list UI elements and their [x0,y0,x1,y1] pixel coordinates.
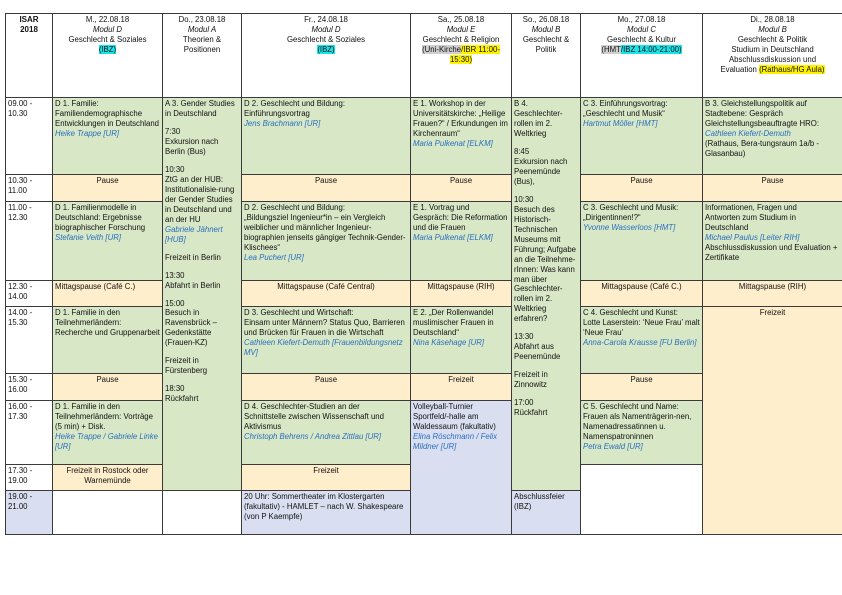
freetime-cell: Freizeit [703,307,842,535]
venue-tag: /IBZ 14:00-21:00) [620,44,682,54]
speaker: Cathleen Kiefert-Demuth [705,128,791,138]
row-1230 [6,281,842,307]
pause-cell: Pause [703,175,842,202]
session-cell: E 1. Vortrag und Gespräch: Die Reformation und die Frauen Maria Pulkenat [ELKM] [411,202,512,281]
freetime-cell: Freizeit [411,374,512,401]
pause-cell: Pause [53,175,163,202]
session-cell: D 1. Familienmodelle in Deutschland: Ergebnisse biographischer Forschung Stefanie Veith [UR] [53,202,163,281]
speaker: Michael Paulus [Leiter RIH] [705,232,800,242]
speaker: Heike Trappe [UR] [55,128,119,138]
speaker: Cathleen Kiefert-Demuth [Frauenbildungsnetz MV] [244,337,403,357]
header-fr: Fr., 24.08.18 Modul D Geschlecht & Soziales (IBZ) [242,14,411,98]
row-1100 [6,202,842,281]
pause-cell: Pause [53,374,163,401]
session-cell: B 3. Gleichstellungspolitik auf Stadtebene: Gespräch Gleichstellungsbeauftragte HRO: Cathleen Kiefert-Demuth (Rathaus, Bera-tungsraum 1a/b - Glasanbau) [703,98,842,175]
empty-cell [581,465,703,535]
venue-tag: (IBZ) [317,44,335,54]
venue-tag: 15:30) [449,54,473,64]
excursion-peenemuende-cell: B 4. Geschlechter-rollen im 2. Weltkrieg 8:45 Exkursion nach Peenemünde (Bus), 10:30 Besuch des Historisch-Technischen Museums mit Führung; Aufgabe an die Teilnehme-rInnen: Was kann man über Geschlechter-rollen im 2. Weltkrieg erfahren? 13:30 Abfahrt aus Peenemünde Freizeit in Zinnowitz 17:00 Rückfahrt [512,98,581,491]
header-di: Di., 28.08.18 Modul B Geschlecht & Politik Studium in Deutschland Abschlussdiskussion und Evaluation (Rathaus/HG Aula) [703,14,842,98]
session-cell: D 2. Geschlecht und Bildung: Einführungsvortrag Jens Brachmann [UR] [242,98,411,175]
pause-cell: Pause [411,175,512,202]
header-so: So., 26.08.18 Modul B Geschlecht & Politik [512,14,581,98]
venue-tag: (Rathaus/HG Aula) [759,64,825,74]
session-cell: D 2. Geschlecht und Bildung: „Bildungsziel Ingenieur*in – ein Vergleich weiblicher und männlicher Ingenieur-biographien jenseits gängiger Technik-Gender-Klischees“ Lea Puchert [UR] [242,202,411,281]
venue-tag: /IBR 11:00- [461,44,500,54]
session-cell: E 1. Workshop in der Universitätskirche: „Heilige Frauen?“ / Erkundungen im Kirchenraum“ Maria Pulkenat [ELKM] [411,98,512,175]
row-1400 [6,307,842,374]
time-slot: 14.00 - 15.30 [6,307,53,374]
header-row [6,14,842,98]
speaker: Maria Pulkenat [ELKM] [413,138,493,148]
header-mi: M., 22.08.18 Modul D Geschlecht & Soziales (IBZ) [53,14,163,98]
speaker: Anna-Carola Krausse [FU Berlin] [583,337,697,347]
speaker: Hartmut Möller [HMT] [583,118,658,128]
header-do: Do., 23.08.18 Modul A Theorien & Positionen [163,14,242,98]
session-cell: D 1. Familie: Familiendemographische Entwicklungen in Deutschland Heike Trappe [UR] [53,98,163,175]
pause-cell: Pause [581,175,703,202]
venue-tag: (HMT [601,44,621,54]
empty-cell [163,491,242,535]
lunch-cell: Mittagspause (Café C.) [581,281,703,307]
time-slot: 16.00 - 17.30 [6,401,53,465]
speaker: Lea Puchert [UR] [244,252,304,262]
time-slot: 19.00 - 21.00 [6,491,53,535]
farewell-cell: Abschlussfeier (IBZ) [512,491,581,535]
speaker: Gabriele Jähnert [HUB] [165,224,223,244]
session-cell: C 4. Geschlecht und Kunst: Lotte Laserstein: ‘Neue Frau’ malt ‘Neue Frau’ Anna-Carola Krausse [FU Berlin] [581,307,703,374]
session-cell: D 4. Geschlechter-Studien an der Schnittstelle zwischen Wissenschaft und Aktivismus Christoph Behrens / Andrea Zittlau [UR] [242,401,411,465]
freetime-cell: Freizeit in Rostock oder Warnemünde [53,465,163,491]
lunch-cell: Mittagspause (RIH) [703,281,842,307]
speaker: Heike Trappe / Gabriele Linke [UR] [55,431,159,451]
speaker: Christoph Behrens / Andrea Zittlau [UR] [244,431,382,441]
row-0900 [6,98,842,175]
speaker: Jens Brachmann [UR] [244,118,321,128]
speaker: Nina Käsehage [UR] [413,337,485,347]
time-slot: 12.30 - 14.00 [6,281,53,307]
time-slot: 11.00 - 12.30 [6,202,53,281]
lunch-cell: Mittagspause (RIH) [411,281,512,307]
empty-cell [53,491,163,535]
session-cell: C 5. Geschlecht und Name: Frauen als Namenträgerin-nen, Namenadressatinnen u. Namenspatroninnen Petra Ewald [UR] [581,401,703,465]
venue-tag: (IBZ) [98,44,117,54]
session-cell: Informationen, Fragen und Antworten zum Studium in Deutschland Michael Paulus [Leiter RIH] Abschlussdiskussion und Evaluation + Zertifikate [703,202,842,281]
time-slot: 10.30 - 11.00 [6,175,53,202]
speaker: Maria Pulkenat [ELKM] [413,232,493,242]
pause-cell: Pause [581,374,703,401]
venue-tag: (Uni-Kirche [422,44,462,54]
speaker: Stefanie Veith [UR] [55,232,122,242]
session-cell: E 2. „Der Rollenwandel muslimischer Frauen in Deutschland“ Nina Käsehage [UR] [411,307,512,374]
speaker: Petra Ewald [UR] [583,441,643,451]
theater-cell: 20 Uhr: Sommertheater im Klostergarten (fakultativ) - HAMLET – nach W. Shakespeare (von P Kaempfe) [242,491,411,535]
pause-cell: Pause [242,175,411,202]
lunch-cell: Mittagspause (Café C.) [53,281,163,307]
pause-cell: Pause [242,374,411,401]
volleyball-cell: Volleyball-Turnier Sportfeld/-halle am Waldessaum (fakultativ) Elina Röschmann / Felix Mildner [UR] [411,401,512,535]
header-sa: Sa., 25.08.18 Modul E Geschlecht & Religion (Uni-Kirche/IBR 11:00- 15:30) [411,14,512,98]
time-slot: 17.30 - 19.00 [6,465,53,491]
speaker: Elina Röschmann / Felix Mildner [UR] [413,431,498,451]
session-cell: C 3. Einführungsvortrag: „Geschlecht und Musik“ Hartmut Möller [HMT] [581,98,703,175]
row-1030 [6,175,842,202]
schedule-table [5,13,842,535]
session-cell: D 1. Familie in den Teilnehmerländern: Vorträge (5 min) + Disk. Heike Trappe / Gabriele Linke [UR] [53,401,163,465]
excursion-berlin-cell: A 3. Gender Studies in Deutschland 7:30 Exkursion nach Berlin (Bus) 10:30 ZtG an der HUB: Institutionalisie-rung der Gender Studies in Deutschland und an der HU Gabriele Jähnert [HUB] Freizeit in Berlin 13:30 Abfahrt in Berlin 15:00 Besuch in Ravensbrück – Gedenkstätte (Frauen-KZ) Freizeit in Fürstenberg 18:30 Rückfahrt [163,98,242,491]
freetime-cell: Freizeit [242,465,411,491]
header-mo: Mo., 27.08.18 Modul C Geschlecht & Kultur (HMT/IBZ 14:00-21:00) [581,14,703,98]
session-cell: D 3. Geschlecht und Wirtschaft: Einsam unter Männern? Status Quo, Barrieren und Brücken für Frauen in die Wirtschaft Cathleen Kiefert-Demuth [Frauenbildungsnetz MV] [242,307,411,374]
corner-cell: ISAR 2018 [6,14,53,98]
speaker: Yvonne Wasserloos [HMT] [583,222,676,232]
session-cell: C 3. Geschlecht und Musik: „Dirigentinnen!?“ Yvonne Wasserloos [HMT] [581,202,703,281]
time-slot: 09.00 - 10.30 [6,98,53,175]
lunch-cell: Mittagspause (Café Central) [242,281,411,307]
time-slot: 15.30 - 16.00 [6,374,53,401]
session-cell: D 1. Familie in den Teilnehmerländern: Recherche und Gruppenarbeit [53,307,163,374]
